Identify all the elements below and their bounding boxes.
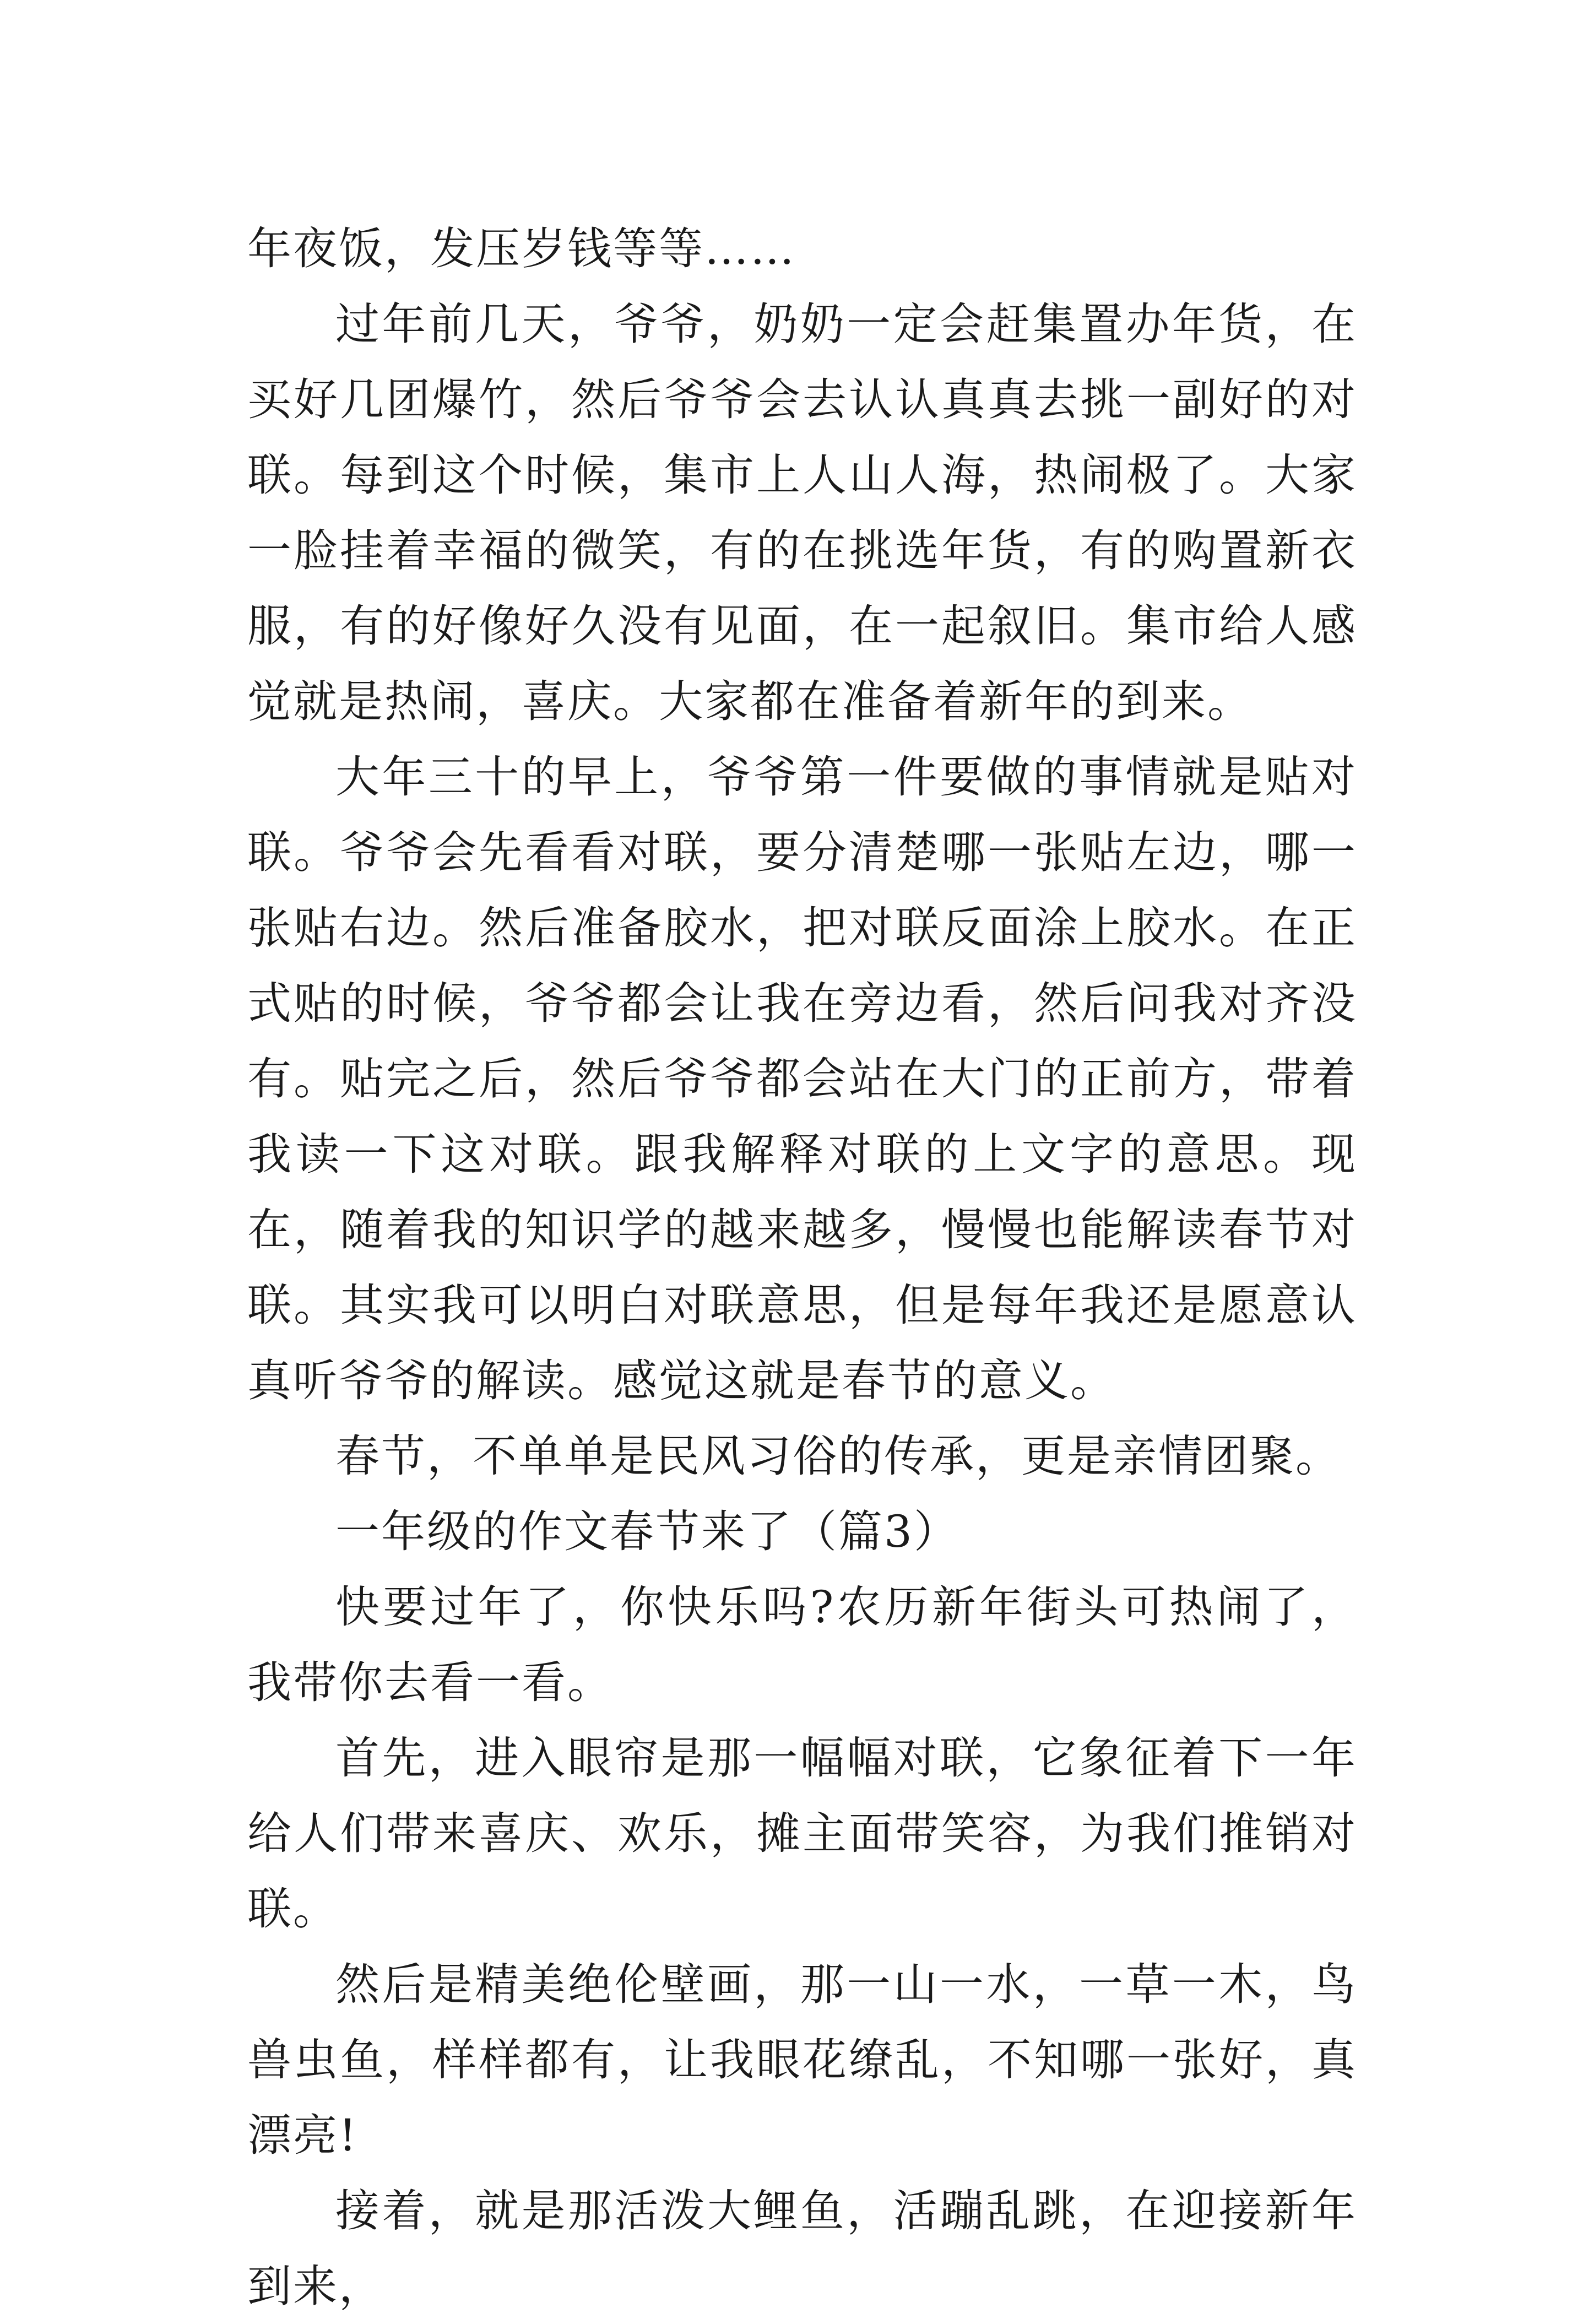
paragraph-6: 首先，进入眼帘是那一幅幅对联，它象征着下一年给人们带来喜庆、欢乐，摊主面带笑容，为我们推销对联。 xyxy=(247,1732,1357,1935)
paragraph-5: 快要过年了，你快乐吗?农历新年街头可热闹了，我带你去看一看。 xyxy=(247,1581,1357,1708)
paragraph-8: 接着，就是那活泼大鲤鱼，活蹦乱跳，在迎接新年到来， xyxy=(247,2185,1357,2312)
document-body xyxy=(247,211,1357,2324)
paragraph-3: 大年三十的早上，爷爷第一件要做的事情就是贴对联。爷爷会先看看对联，要分清楚哪一张贴左边，哪一张贴右边。然后准备胶水，把对联反面涂上胶水。在正式贴的时候，爷爷都会让我在旁边看，然后问我对齐没有。贴完之后，然后爷爷都会站在大门的正前方，带着我读一下这对联。跟我解释对联的上文字的意思。现在，随着我的知识学的越来越多，慢慢也能解读春节对联。其实我可以明白对联意思，但是每年我还是愿意认真听爷爷的解读。感觉这就是春节的意义。 xyxy=(247,751,1357,1406)
paragraph-2: 过年前几天，爷爷，奶奶一定会赶集置办年货，在买好几团爆竹，然后爷爷会去认认真真去挑一副好的对联。每到这个时候，集市上人山人海，热闹极了。大家一脸挂着幸福的微笑，有的在挑选年货，有的购置新衣服，有的好像好久没有见面，在一起叙旧。集市给人感觉就是热闹，喜庆。大家都在准备着新年的到来。 xyxy=(247,299,1357,727)
paragraph-1: 年夜饭，发压岁钱等等…… xyxy=(247,223,796,274)
paragraph-7: 然后是精美绝伦壁画，那一山一水，一草一木，鸟兽虫鱼，样样都有，让我眼花缭乱，不知哪一张好，真漂亮! xyxy=(247,1959,1357,2161)
paragraph-4: 春节，不单单是民风习俗的传承，更是亲情团聚。 xyxy=(335,1431,1341,1482)
section-heading: 一年级的作文春节来了（篇3） xyxy=(335,1506,959,1557)
